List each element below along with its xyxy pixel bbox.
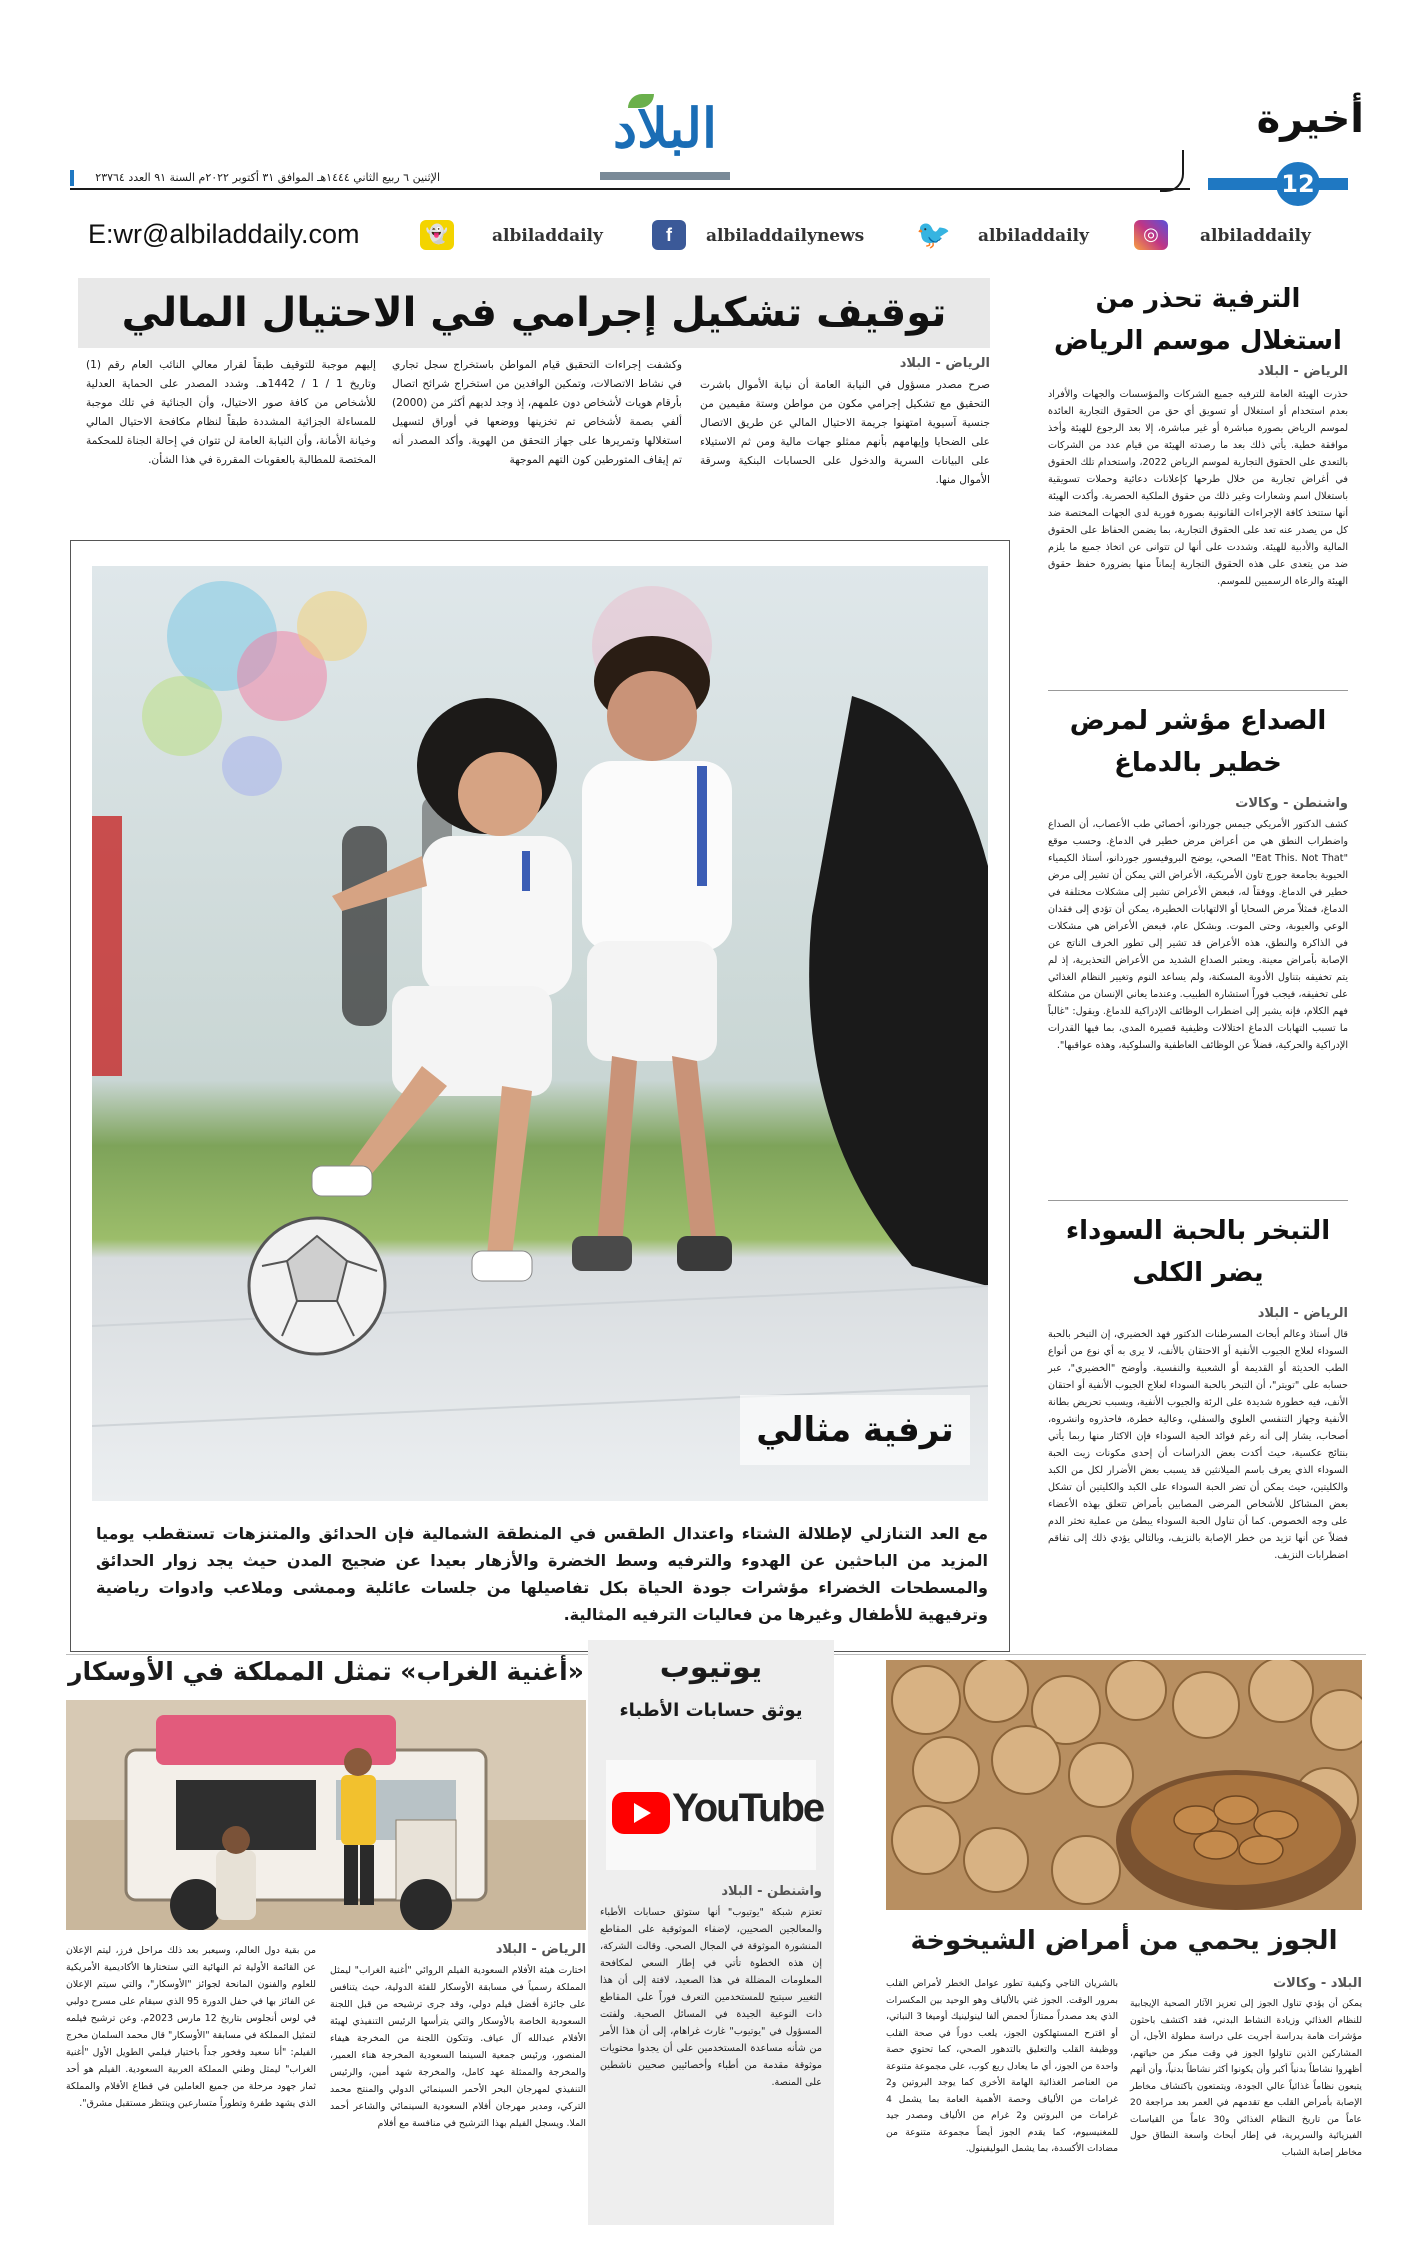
newspaper-logo [590, 96, 740, 186]
sidebar-story-1-title: الترفية تحذر من استغلال موسم الرياض [1054, 284, 1342, 356]
walnut-byline: البلاد - وكالات [1273, 1976, 1362, 1991]
snapchat-icon: 👻 [420, 220, 454, 250]
main-story-column-2: وكشفت إجراءات التحقيق قيام المواطن باستخراج سجل تجاري في نشاط الاتصالات، وتمكين الوافدين من استخراج شرائح اتصال بأرقام هويات لأشخاص دون علمهم، إذ وجد لديهم أكثر من (2000) ألفي بصمة لأشخاص تم تخزينها ووضعها في أوراق لتسهيل استغلالها وتمريرها على جهاز التحقق من الهوية. وأكد المصدر أنه تم إيقاف المتورطين كون التهم الموجهة [392, 359, 682, 466]
main-byline: الرياض - البلاد [899, 356, 990, 371]
oscar-byline: الرياض - البلاد [495, 1942, 586, 1957]
instagram-handle[interactable]: albiladdaily [1200, 226, 1311, 246]
walnut-title: الجوز يحمي من أمراض الشيخوخة [910, 1926, 1338, 1956]
main-story-column-3: إليهم موجبة للتوقيف طبقاً لقرار معالي النائب العام رقم (1) وتاريخ 1 / 1 / 1442هـ. وشدد المصدر على الحماية العدلية للأشخاص من كافة صور الاحتيال، وأن الجنائية في تلك موجبة للمساءلة الجزائية المشددة طبقاً لنظام مكافحة الاحتيال المالي وخيانة الأمانة، وأن النيابة العامة لن تتوان في إحالة الجناة للمحكمة المختصة للمطالبة بالعقوبات المقررة في هذا الشأن. [86, 359, 376, 466]
sidebar-story-1-body: حذرت الهيئة العامة للترفيه جميع الشركات والمؤسسات والجهات والأفراد بعدم استخدام أو استغلال أو تسويق أي حق من الحقوق التجارية العائدة لموسم الرياض بصورة مباشرة أو غير مباشرة، إلا بعد الرجوع للهيئة وأخذ موافقة خطية. يأتي ذلك بعد ما رصدته الهيئة من قيام عدد من الشركات بالتعدي على الحقوق التجارية لموسم الرياض 2022، واستخدام تلك الحقوق في أغراض تجارية من خلال طرحها كإعلانات دعائية وحملات تسويقية باستغلال اسم وشعارات وغير ذلك من حقوق الملكية الحصرية. وأكدت الهيئة أنها ستتخذ كافة الإجراءات القانونية بصورة فورية لدى الجهات المختصة ضد كل من يصدر عنه تعد على الحقوق التجارية، بما يضمن الحفاظ على الحقوق المالية والأدبية للهيئة. وشددت على أنها لن تتوانى عن اتخاذ جميع ما يلزم ضد من يتعدى على هذه الحقوق التجارية إيماناً منها بضرورة حفظ حقوق الهيئة والرعاة الرسميين للموسم. [1048, 389, 1348, 587]
photo-label: ترفية مثالي [740, 1395, 970, 1465]
walnut-column-left: بالشريان التاجي وكيفية تطور عوامل الخطر لأمراض القلب بمرور الوقت. الجوز غني بالألياف وهو الوحيد بين المكسرات الذي يعد مصدراً ممتازاً لحمض ألفا لينولينيك أوميغا 3 النباتي، أو اقترح المستهلكون الجوز، يلعب دوراً في صحة القلب ووظيفة القلب والتعليق بالتدهور الصحي، كما تحتوي حصة واحدة من الجوز، أي ما يعادل ربع كوب، على مجموعة متنوعة من العناصر الغذائية الهامة الأخرى كما يوجد البروتين و2 غرامات من الألياف وحصة الأهمية العامة بما يشمل 4 غرامات من البروتين و2 غرام من الألياف ومصدر جيد للمغنيسيوم، كما يقدم الجوز أيضاً مجموعة متنوعة من مضادات الأكسدة، بما يشمل البوليفينول. [886, 1978, 1118, 2154]
youtube-logo-box [606, 1760, 824, 1870]
youtube-title: يوتيوب [659, 1650, 763, 1685]
sidebar-story-2-title: الصداع مؤشر لمرض خطير بالدماغ [1069, 706, 1327, 778]
logo-underline [600, 172, 730, 180]
ice-cream-truck-illustration [66, 1700, 586, 1930]
page-number: 12 [1276, 162, 1320, 206]
youtube-subtitle: يوثق حسابات الأطباء [619, 1700, 803, 1721]
section-label: أخيرة [1256, 96, 1364, 142]
oscar-title: «أغنية الغراب» تمثل المملكة في الأوسكار [68, 1657, 584, 1686]
facebook-icon: f [652, 220, 686, 250]
sidebar-divider-1 [1048, 690, 1348, 691]
twitter-handle[interactable]: albiladdaily [978, 226, 1089, 246]
sidebar-divider-2 [1048, 1200, 1348, 1201]
oscar-photo [66, 1700, 586, 1930]
main-story-column-1: صرح مصدر مسؤول في النيابة العامة أن نيابة الأموال باشرت التحقيق مع تشكيل إجرامي مكون من مواطن وستة مقيمين من جنسية آسيوية امتهنوا جريمة الاحتيال المالي عن طريق الاتصال على الضحايا وإيهامهم بأنهم ممثلو جهات مالية ومن ثم الاستيلاء على البيانات السرية والدخول على الحسابات البنكية وسرقة الأموال منها. [700, 379, 990, 486]
walnut-photo [886, 1660, 1362, 1910]
kids-football-illustration [92, 566, 988, 1501]
oscar-column-right: اختارت هيئة الأفلام السعودية الفيلم الروائي "أغنية الغراب" ليمثل المملكة رسمياً في مسابقة الأوسكار للفئة الدولية، حيث يتنافس على جائزة أفضل فيلم دولي، وقد جرى ترشيحه من قبل اللجنة السعودية الخاصة بالأوسكار والتي يترأسها الرئيس التنفيذي لهيئة الأفلام عبدالله آل عياف. وتتكون اللجنة من المخرجة هيفاء المنصور، ورئيس جمعية السينما السعودية المخرجة هناء العمير، والمخرجة والممثلة عهد كامل، والمخرجة شهد أمين، والرئيس التنفيذي لمهرجان البحر الأحمر السينمائي الدولي والمنتج محمد التركي، ومدير مهرجان أفلام السعودية السينمائي والشاعر أحمد الملا. ويسجل الفيلم بهذا الترشيح في منافسة مع أفلام [330, 1965, 586, 2129]
twitter-icon: 🐦 [916, 218, 951, 251]
oscar-column-left: من بقية دول العالم، وسيعبر بعد ذلك مراحل فرز، ليتم الإعلان عن القائمة الأولية ثم النهائية التي ستختارها الأكاديمية الأمريكية للعلوم والفنون المانحة لجوائز "الأوسكار"، والتي سيتم الإعلان عن الفائز بها في حفل الدورة 95 الذي سيقام على مسرح دولبي في لوس أنجلوس بتاريخ 12 مارس 2023م. وعن ترشيح فيلمه لتمثيل المملكة في مسابقة "الأوسكار" قال محمد السلمان مخرج الفيلم: "أنا سعيد وفخور جداً باختيار فيلمي الطويل الأول "أغنية الغراب" ليمثل وطني المملكة العربية السعودية. الفيلم هو أحد ثمار جهود مرحلة من جميع العاملين في قطاع الأفلام والمملكة الذي يشهد طفرة وتطوراً متسارعين وينتظر مستقبل مشرق". [66, 1945, 316, 2109]
masthead-rule [70, 188, 1190, 190]
main-headline: توقيف تشكيل إجرامي في الاحتيال المالي [121, 290, 947, 336]
photo-caption: مع العد التنازلي لإطلالة الشتاء واعتدال الطقس في المنطقة الشمالية فإن الحدائق والمتنزهات تستقطب يوميا المزيد من الباحثين عن الهدوء والترفيه وسط الخضرة والأزهار بعيدا عن ضجيج المدن حيث يجد زوار الحدائق والمسطحات الخضراء مؤشرات جودة الحياة بكل تفاصيلها من جلسات عائلية وممشى وملاعب وادوات رياضية وترفيهية للأطفال وغيرها من فعاليات الترفيه المثالية. [96, 1524, 988, 1624]
youtube-play-icon [612, 1792, 670, 1834]
youtube-body: تعتزم شبكة "يوتيوب" أنها ستوثق حسابات الأطباء والمعالجين الصحيين، لإضفاء الموثوقية على المقاطع المنشورة الموثوقة في المجال الصحي. وقالت الشركة، إن هذه الخطوة تأتي في إطار السعي لمكافحة المعلومات المضللة في هذا الصعيد، لافتة إلى أن هذا التغيير سيتيح للمستخدمين التعرف فوراً على المقاطع ذات النوعية الجيدة في المسائل الصحية. ولفتت المسؤول في "يوتيوب" غارث غراهام، إلى أن هذا الأمر من شأنه مساعدة المستخدمين على أن يجدوا محتويات موثوقة مقدمة من أطباء وأخصائيين صحيين ناشطين على المنصة. [600, 1907, 822, 2088]
sidebar-story-3-byline: الرياض - البلاد [1257, 1306, 1348, 1321]
snapchat-handle[interactable]: albiladdaily [492, 226, 603, 246]
sidebar-story-3-title: التبخر بالحبة السوداء يضر الكلى [1065, 1216, 1331, 1288]
facebook-handle[interactable]: albiladdailynews [706, 226, 865, 246]
email-address[interactable]: E:wr@albiladdaily.com [88, 219, 360, 249]
sidebar-story-3-body: قال أستاذ وعالم أبحاث المسرطنات الدكتور فهد الخضيري، إن التبخر بالحبة السوداء لعلاج الجيوب الأنفية أو الاحتقان بالأنف، لا يرى به أي نوع من أنواع الطب الحديثة أو القديمة أو الشعبية والنفسية. وأوضح "الخضيري"، عبر حسابه على "تويتر"، أن التبخر بالحبة السوداء لعلاج الجيوب الأنفية أو احتقان الأنف، فيه خطورة شديدة على الرئة والجيوب الأنفية، ويسبب تحريض بطانة الأنفية وجهاز التنفسي العلوي والسفلي، وعالية خطرة، فاحذروه وانشروه، أصحاب، يشار إلى أنه رغم فوائد الحبة السوداء فإن الاكثار منها ربما يأتي بنتائج عكسية، حيث أكدت بعض الدراسات أن إحدى مكونات زيت الحبة السوداء الذي يعرف باسم الميلانثين قد يسبب بعض الأضرار لكل من الكبد والكليتين، حيث يمكن أن تضر الحبة السوداء على الكبد والكليتين أن تشكل بعض المشاكل للأشخاص المرضى المصابين بأمراض تتعلق بهذه الأعضاء على وجه الخصوص. كما أن تناول الحبة السوداء يبطئ من عملية تخثر الدم فضلاً عن أنها تزيد من خطر الإصابة بالنزيف، وبالتالي يؤدي ذلك إلى تفاقم اضطرابات النزيف. [1048, 1329, 1348, 1561]
logo-text: البلاد [612, 96, 718, 160]
sidebar-story-2-byline: واشنطن - وكالات [1235, 796, 1348, 811]
instagram-icon: ◎ [1134, 220, 1168, 250]
walnuts-illustration [886, 1660, 1362, 1910]
youtube-logo-text: YouTube [672, 1786, 824, 1830]
walnut-column-right: يمكن أن يؤدي تناول الجوز إلى تعزيز الآثار الصحية الإيجابية للنظام الغذائي وزيادة النشاط البدني، فقد اكتشف باحثون مؤشرات هامة بدراسة أجريت على دراسة مطولة الأجل، أن المشاركين الذين تناولوا الجوز في وقت مبكر من حياتهم، أظهروا نشاطاً بدنياً أكبر وأن يكونوا أكثر نشاطاً بدنياً، وأن أنهم يتبعون نظاماً غذائياً عالي الجودة، ويتمتعون باكتشاف مخاطر الإصابة بأمراض القلب مع تقدمهم في العمر بعد مراجعة 20 عاماً من تاريخ النظام الغذائي و30 عاماً من القياسات الفيزيائية والسريرية، في إطار أبحاث واسعة النطاق حول مخاطر إصابة الشباب [1130, 1998, 1362, 2158]
dateline: الإثنين ٦ ربيع الثاني ١٤٤٤هـ الموافق ٣١ أكتوبر ٢٠٢٢م السنة ٩١ العدد ٢٣٧٦٤ [70, 170, 440, 186]
sidebar-story-1-byline: الرياض - البلاد [1257, 364, 1348, 379]
masthead-rule-corner [1160, 150, 1184, 192]
sidebar-story-2-body: كشف الدكتور الأمريكي جيمس جوردانو، أخصائي طب الأعصاب، أن الصداع واضطراب النطق هي من أعراض مرض خطير في الدماغ. وحسب موقع "Eat This. Not That" الصحي، يوضح البروفيسور جوردانو، أستاذ الكيمياء الحيوية بجامعة جورج تاون الأمريكية، الأعراض التي يمكن أن تشير إلى مرض خطير في الدماغ. ووفقاً له، فبعض الأعراض تشير إلى مشكلات مختلفة في الدماغ، فمثلاً مرض السحايا أو الالتهابات الخطيرة، يمكن أن تؤدي إلى فقدان الوعي والعيوبة، وحتى الموت. وبشكل عام، فبعض الأعراض هي مشكلات في الذاكرة والنطق، هذه الأعراض قد تشير إلى تطور الخرف الناتج عن الإصابة بأمراض معينة. ويعتبر الصداع الشديد من الأعراض التحذيرية، إذ لم يتم تخفيفه بتناول الأدوية المسكنة، ولم يساعد النوم وتغيير النظام الغذائي على تخفيفه، فيجب فوراً استشارة الطبيب. وعندما يعاني الإنسان من مشكلة فهم الكلام، فإنه يشير إلى اضطراب الوظائف الإدراكية للدماغ. ويقول: "غالباً ما تسبب التهابات الدماغ اختلالات وظيفية قصيرة المدى، بما فيها القدرات الإدراكية والحركية، فضلاً عن الوظائف العاطفية والسلوكية، وهذه عواقبها". [1048, 819, 1348, 1051]
kids-football-photo [92, 566, 988, 1501]
youtube-byline: واشنطن - البلاد [721, 1884, 822, 1899]
